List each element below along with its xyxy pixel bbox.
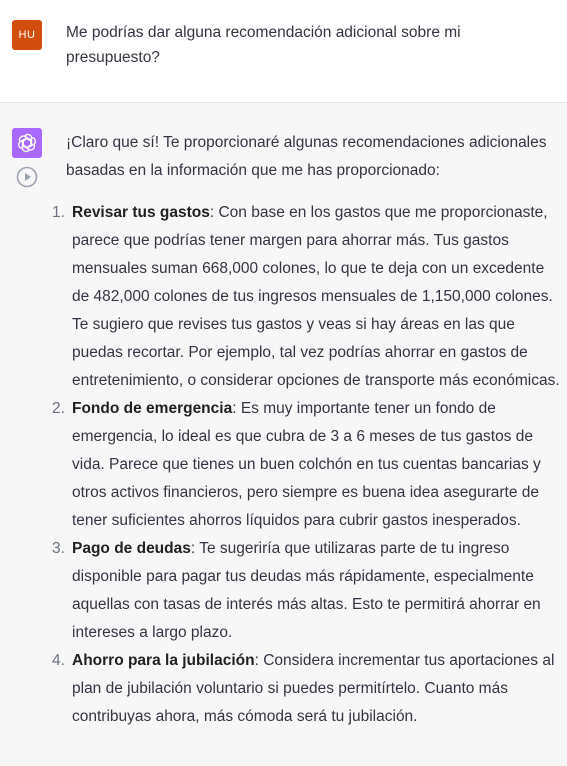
list-item-text: : Con base en los gastos que me proporcionaste, parece que podrías tener margen para ahorrar más. Tus gastos mensuales suman 668,000 colones, lo que te deja con un excedente de 482,000 colones de tus ingresos mensuales de 1,150,000 colones. Te sugiero que revises tus gastos y veas si hay áreas en las que puedas recortar. Por ejemplo, tal vez podrías ahorrar en gastos de entretenimiento, o considerar opciones de transporte más económicas. xyxy=(72,204,560,389)
user-avatar: HU xyxy=(12,20,42,50)
list-item-title: Ahorro para la jubilación xyxy=(72,652,255,669)
list-item xyxy=(52,395,563,535)
list-item-text: : Considera incrementar tus aportaciones al plan de jubilación voluntario si puedes permitírtelo. Cuanto más contribuyas ahora, más cómoda será tu jubilación. xyxy=(72,652,555,725)
list-item-number: 1. xyxy=(52,204,65,221)
user-message-text: Me podrías dar alguna recomendación adicional sobre mi presupuesto? xyxy=(66,24,461,66)
list-item-title: Pago de deudas xyxy=(72,540,191,557)
list-item xyxy=(52,647,563,731)
list-item-title: Fondo de emergencia xyxy=(72,400,233,417)
list-item-number: 2. xyxy=(52,400,65,417)
list-item-number: 4. xyxy=(52,652,65,669)
list-item-text: : Es muy importante tener un fondo de emergencia, lo ideal es que cubra de 3 a 6 meses de tus gastos de vida. Parece que tienes un buen colchón en tus cuentas bancarias y otros activos financieros, pero siempre es buena idea asegurarte de tener suficientes ahorros líquidos para cubrir gastos inesperados. xyxy=(72,400,541,529)
list-item-number: 3. xyxy=(52,540,65,557)
assistant-intro: ¡Claro que sí! Te proporcionaré algunas recomendaciones adicionales basadas en la información que me has proporcionado: xyxy=(66,134,547,179)
openai-logo-icon xyxy=(12,128,42,158)
assistant-message-row xyxy=(0,103,567,766)
assistant-message xyxy=(52,127,563,731)
play-circle-icon[interactable] xyxy=(16,166,38,188)
list-item-title: Revisar tus gastos xyxy=(72,204,210,221)
list-item xyxy=(52,535,563,647)
list-item-text: : Te sugeriría que utilizaras parte de tu ingreso disponible para pagar tus deudas más rápidamente, especialmente aquellas con tasas de interés más altas. Esto te permitirá ahorrar en intereses a largo plazo. xyxy=(72,540,541,641)
user-message-row xyxy=(0,0,567,103)
recommendation-list xyxy=(52,199,563,731)
list-item xyxy=(52,199,563,395)
